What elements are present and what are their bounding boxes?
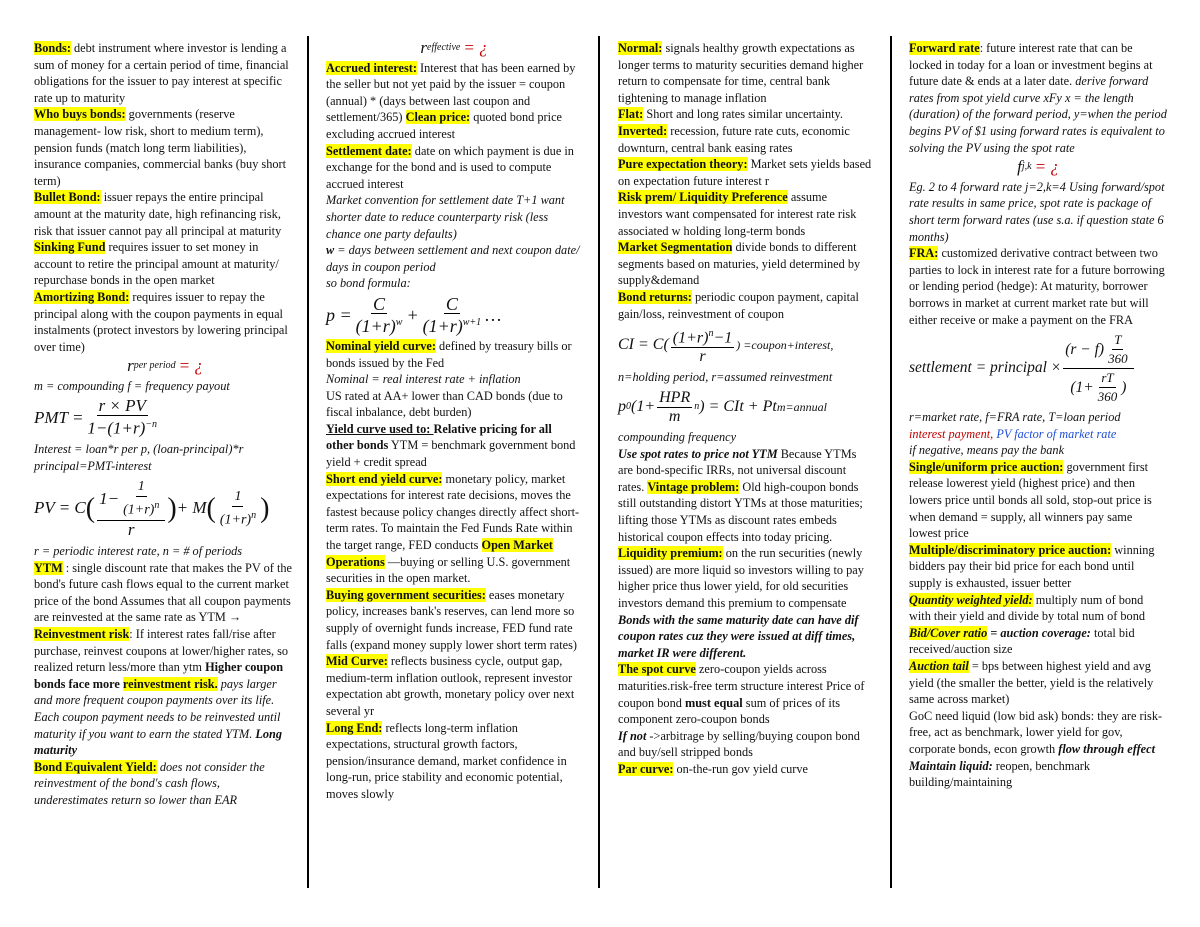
inverted-curve: Inverted: recession, future rate cuts, economic downturn, central bank easing rates xyxy=(618,123,850,155)
pmt-equation: PMT = $\frac{r \times PV}{1-(1+r)^{-n}}$ xyxy=(34,396,158,439)
single-price-auction: Single/uniform price auction: government first release lowerest yield (highest price) and then lowers price until bonds all sold, stop-out price is when demand = supply, all winners pay same lowest price xyxy=(909,459,1152,541)
bond-formula-label: so bond formula: xyxy=(326,276,411,291)
p0-equation: p 0 (1+ $\frac{\text{HPR}}{m}$ n ) = CIt + Pt m=annual xyxy=(618,389,827,426)
column-1 xyxy=(34,40,296,808)
column-divider xyxy=(307,36,309,888)
flat-curve: Flat: Short and long rates similar uncertainty. xyxy=(618,107,843,122)
mid-curve: Mid Curve: reflects business cycle, output gap, medium-term inflation outlook, represent investor expectation abt growth, monetary policy over next several yr xyxy=(326,654,575,718)
bond-price-equation: p = $\frac{C}{(1+r)^w}$ + $\frac{C}{(1+r)^{w+1}}$ … xyxy=(326,293,502,336)
settlement-colors: interest payment, PV factor of market rate xyxy=(909,426,1117,441)
fra-definition: FRA: customized derivative contract between two parties to lock in interest rate for a future borrowing or lending period (hedge): At maturity, borrower borrows in market at current market rate but will either receive or make a payment on the FRA xyxy=(909,246,1165,327)
ytm-definition: YTM : single discount rate that makes the PV of the bond's future cash flows equal to the current market price of the bond Assumes that all coupon payments are reinvested at the same rate as YTM → xyxy=(34,560,292,625)
yield-curve-used: Yield curve used to: Relative pricing for all other bonds YTM = benchmark government bond yield + credit spread xyxy=(326,421,576,470)
w-definition: w = days between settlement and next coupon date/ days in coupon period xyxy=(326,243,580,274)
forward-rate: Forward rate: future interest rate that can be locked in today for a loan or investment begins at future date & ends at a later date. derive forward rates from spot yield curve xFy x = the length (duration) of the forward period, y=when the period begins PV of $1 using forward rates is equivalent to solving the PV using the spot rate xyxy=(909,41,1167,155)
short-end-yield-curve: Short end yield curve: monetary policy, market expectations for interest rate decisions, moves the fastest because policy changes directly affect short-term rates. To maintain the Fed Funds Rate within the target range, FED conducts Open Market Operations —buying or selling U.S. government securities in the open market. xyxy=(326,471,580,586)
column-3 xyxy=(618,40,874,777)
pure-expectation-theory: Pure expectation theory: Market sets yields based on expectation future interest r xyxy=(618,157,872,188)
multiple-price-auction: Multiple/discriminatory price auction: winning bidders pay their bid price for each bond until supply is exhausted, issuer better xyxy=(909,542,1155,591)
forward-rate-equation: f j,k = ¿ xyxy=(1017,157,1059,177)
negative-note: if negative, means pay the bank xyxy=(909,443,1065,458)
reinvestment-risk: Reinvestment risk: If interest rates fall/rise after purchase, reinvest coupons at lower/higher rates, so realized return less/more than ytm Higher coupon bonds face more reinvestment risk. pays larger and more frequent coupon payments over its life. Each coupon payment needs to be reinvested until maturity if you want to earn the stated YTM. Long maturity xyxy=(34,626,289,758)
arbitrage-note: If not ->arbitrage by selling/buying coupon bond and buy/sell stripped bonds xyxy=(618,728,860,760)
maintain-liquid: Maintain liquid: reopen, benchmark building/maintaining xyxy=(909,758,1091,790)
goc-liquidity: GoC need liquid (low bid ask) bonds: they are risk-free, act as benchmark, lower yield for gov, corporate bonds, econ growth flow through effect xyxy=(909,708,1163,756)
column-divider xyxy=(598,36,600,888)
r-effective-equation: r effective = ¿ xyxy=(420,38,488,57)
column-2 xyxy=(326,40,582,803)
us-rating-note: US rated at AA+ lower than CAD bonds (due to fiscal inbalance, debt burden) xyxy=(326,388,563,420)
r-definition: r = periodic interest rate, n = # of periods xyxy=(34,543,243,558)
pv-equation: PV = C ( 1− $\frac{1}{(1+r)^n}$ r ) + M ( $\frac{1}{(1+r)^n}$ ) xyxy=(34,479,270,539)
market-segmentation: Market Segmentation divide bonds to different segments based on maturies, yield determined by supply&demand xyxy=(618,240,861,288)
nominal-yield-curve: Nominal yield curve: defined by treasury bills or bonds issued by the Fed xyxy=(326,338,572,370)
column-4 xyxy=(909,40,1167,791)
principal-definition: principal=PMT-interest xyxy=(34,458,152,473)
normal-curve: Normal: signals healthy growth expectations as longer terms to maturity securities demand higher return to compensate for time, central bank tightening to manage inflation xyxy=(618,41,864,105)
m-definition: m = compounding f = frequency payout xyxy=(34,378,230,393)
column-divider xyxy=(890,36,892,888)
r-per-period-equation: r per period = ¿ xyxy=(127,356,203,376)
risk-premium: Risk prem/ Liquidity Preference assume investors want compensated for interest rate risk associated w holding long-term bonds xyxy=(618,190,857,238)
buying-government-securities: Buying government securities: eases monetary policy, increases bank's reserves, can lend more so supply of overnight funds increase, FED fund rate falls (expand money supply lower short term rates) xyxy=(326,587,577,652)
settlement-definition: r=market rate, f=FRA rate, T=loan period xyxy=(909,410,1121,425)
par-curve: Par curve: on-the-run gov yield curve xyxy=(618,761,808,776)
spot-curve: The spot curve zero-coupon yields across maturities.risk-free term structure interest Price of coupon bond must equal sum of prices of its component zero-coupon bonds xyxy=(618,662,865,727)
accrued-interest: Accrued interest: Interest that has been earned by the seller but not yet paid by the issuer = coupon (annual) * (days between last coupon and settlement/365) Clean price: quoted bond price excluding accrued interest xyxy=(326,60,576,141)
bond-returns: Bond returns: periodic coupon payment, capital gain/loss, reinvestment of coupon xyxy=(618,289,859,321)
settlement-date: Settlement date: date on which payment is due in exchange for the bond and is used to compute accrued interest xyxy=(326,143,574,191)
market-convention: Market convention for settlement date T+1 want shorter date to reduce counterparty risk (less chance one party defaults) xyxy=(326,193,565,241)
bonds-definition: Bonds: debt instrument where investor is lending a sum of money for a certain period of time, financial obligations for the issuer to pay interest at specific rate up to maturity xyxy=(34,41,289,105)
settlement-equation: settlement = principal × (r − f) $\frac{T}{360}$ (1+ $\frac{rT}{360}$ ) xyxy=(909,331,1167,406)
long-end: Long End: reflects long-term inflation expectations, structural growth factors, pension/insurance demand, market confidence in long-run, price stability and economic potential, moves slowly xyxy=(326,720,567,801)
same-maturity-note: Bonds with the same maturity date can have dif coupon rates cuz they were issued at diff times, market IR were different. xyxy=(618,612,859,660)
who-buys-bonds: Who buys bonds: governments (reserve management- low risk, short to medium term), pension funds (match long term liabilities), insurance companies, commercial banks (buy short term) xyxy=(34,107,287,188)
bullet-bond: Bullet Bond: issuer repays the entire principal amount at the maturity date, high refinancing risk, risk that issuer cannot pay all principal at maturity Sinking Fund requires issuer to set money in account to retire the principal amount at maturity/ repurchase bonds in the open market xyxy=(34,190,282,288)
bid-cover-ratio: Bid/Cover ratio = auction coverage: total bid received/auction size xyxy=(909,625,1135,657)
nominal-formula: Nominal = real interest rate + inflation xyxy=(326,372,521,387)
forward-example: Eg. 2 to 4 forward rate j=2,k=4 Using forward/spot rate results in same price, spot rate is package of short term forward rates (use s.a. if question state 6 months) xyxy=(909,179,1165,244)
compounding-frequency: compounding frequency xyxy=(618,430,737,445)
ci-equation: CI = C( $\frac{(1+r)^n-1}{r}$ ) =coupon+interest, xyxy=(618,325,874,366)
spot-rates-note: Use spot rates to price not YTM Because YTMs are bond-specific IRRs, not universal discount rates. Vintage problem: Old high-coupon bonds still outstanding distort YTMs at those maturities; lifting those YTMs as discount rates embeds historical coupon effects into today pricing. xyxy=(618,446,863,544)
auction-tail: Auction tail = bps between highest yield and avg yield (the smaller the better, yield is the relatively same across market) xyxy=(909,659,1154,707)
quantity-weighted-yield: Quantity weighted yield: multiply num of bond with their yield and divide by total num of bond xyxy=(909,592,1145,624)
bond-equivalent-yield: Bond Equivalent Yield: does not consider the reinvestment of the bond's cash flows, underestimates return so lower than EAR xyxy=(34,759,265,807)
liquidity-premium: Liquidity premium: on the run securities (newly issued) are more liquid so investors willing to pay higher price thus lower yield, for old securities investors demand this premium to compensate xyxy=(618,546,864,610)
amortizing-bond: Amortizing Bond: requires issuer to repay the principal along with the coupon payments in equal instalments (protect investors by lowering principal over time) xyxy=(34,289,288,354)
interest-definition: Interest = loan*r per p, (loan-principal)*r xyxy=(34,442,244,457)
ci-definition: n=holding period, r=assumed reinvestment xyxy=(618,370,833,385)
